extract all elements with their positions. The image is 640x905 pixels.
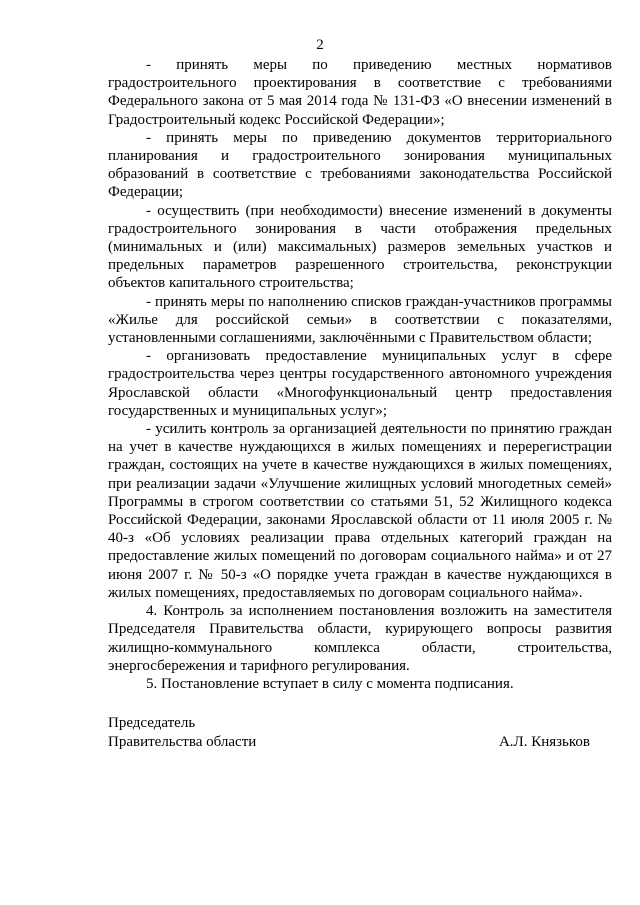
document-body — [108, 56, 612, 693]
paragraph-control-assignment: 4. Контроль за исполнением постановления возложить на заместителя Председателя Правительства области, курирующего вопросы развития жилищно-коммунального комплекса области, строительства, энергосбережения и тарифного регулирования. — [108, 603, 612, 674]
page-number: 2 — [316, 37, 324, 53]
paragraph-effective-date: 5. Постановление вступает в силу с момента подписания. — [146, 675, 514, 692]
signature-row — [108, 733, 612, 752]
paragraph-municipal-services: - организовать предоставление муниципальных услуг в сфере градостроительства через центры государственного автономного учреждения Ярославской области «Многофункциональный центр предоставления государственных и муниципальных услуг»; — [108, 348, 612, 419]
signatory-title-line2: Правительства области — [108, 734, 257, 750]
paragraph-local-standards: - принять меры по приведению местных нормативов градостроительного проектирования в соответствие с требованиями Федерального закона от 5 мая 2014 года № 131-ФЗ «О внесении изменений в Градостроительный кодекс Российской Федерации»; — [108, 57, 612, 128]
signatory-name: А.Л. Князьков — [498, 734, 590, 750]
paragraph-housing-program: - принять меры по наполнению списков граждан-участников программы «Жилье для российской семьи» в соответствии с показателями, установленными соглашениями, заключёнными с Правительством области; — [108, 293, 612, 347]
signatory-title-line1: Председатель — [108, 715, 196, 731]
paragraph-zoning-changes: - осуществить (при необходимости) внесение изменений в документы градостроительного зонирования в части отображения предельных (минимальных и (или) максимальных) размеров земельных участков и предельных параметров разрешенного строительства, реконструкции объектов капитального строительства; — [108, 202, 612, 292]
paragraph-territorial-planning: - принять меры по приведению документов территориального планирования и градостроительного зонирования муниципальных образований в соответствие с требованиями законодательства Российской Федерации; — [108, 129, 612, 201]
signature-block — [108, 714, 612, 752]
paragraph-housing-registration: - усилить контроль за организацией деятельности по принятию граждан на учет в качестве нуждающихся в жилых помещениях и перерегистрации граждан, состоящих на учете в качестве нуждающихся в жилых помещениях, при реализации задачи «Улучшение жилищных условий многодетных семей» Программы в строгом соответствии со статьями 51, 52 Жилищного кодекса Российской Федерации, законами Ярославской области от 11 июля 2005 г. № 40-з «Об условиях реализации права отдельных категорий граждан на предоставление жилых помещений по договорам социального найма» и от 27 июня 2007 г. № 50-з «О порядке учета граждан в качестве нуждающихся в жилых помещениях, предоставляемых по договорам социального найма». — [108, 421, 612, 601]
